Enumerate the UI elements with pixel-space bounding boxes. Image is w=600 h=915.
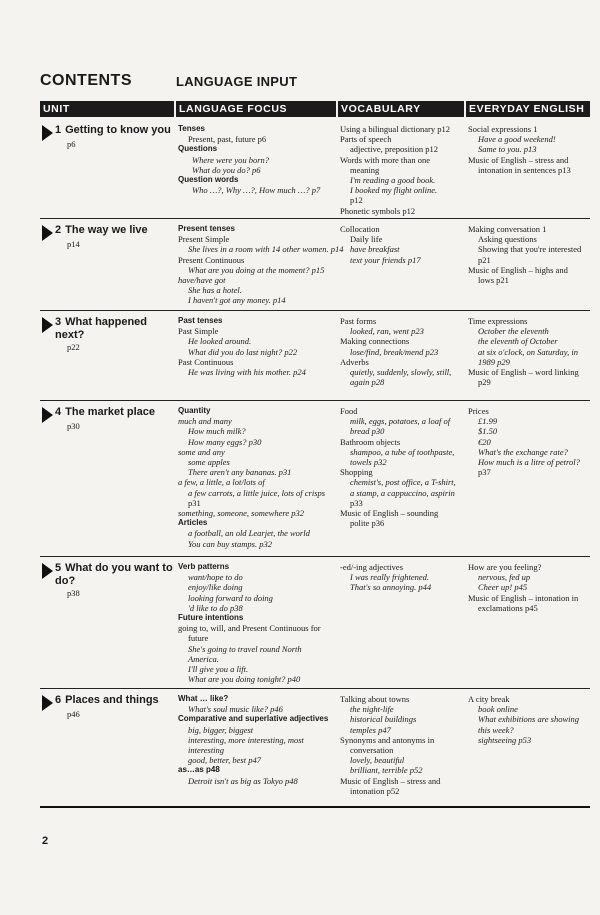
unit-number: 3 <box>55 316 62 328</box>
unit-name: Getting to know you <box>65 124 171 136</box>
content-line: Question words <box>178 175 239 185</box>
content-line: Adverbs <box>340 356 369 367</box>
unit-title <box>55 694 173 707</box>
content-line: lovely, beautiful <box>350 755 405 766</box>
everyday-english-cell <box>468 694 590 745</box>
content-line: What did you do last night? p22 <box>188 346 298 357</box>
content-line: the eleventh of October <box>478 336 558 347</box>
unit-page-ref: p22 <box>67 342 80 352</box>
content-line: What … like? <box>178 694 229 703</box>
row-divider <box>40 688 590 689</box>
content-line: A city break <box>468 694 510 704</box>
content-line: She lives in a room with 14 other women. p14 <box>188 244 344 255</box>
row-divider <box>40 218 590 219</box>
everyday-english-cell <box>468 316 590 387</box>
language-focus-cell <box>178 406 336 549</box>
unit-page-ref: p6 <box>67 139 76 149</box>
unit-name: Places and things <box>65 694 159 706</box>
contents-heading: CONTENTS <box>40 72 132 89</box>
content-line: Have a good weekend! <box>478 134 556 145</box>
content-line: have breakfast <box>350 244 400 255</box>
content-line: What's soul music like? p46 <box>188 704 283 715</box>
vocabulary-cell <box>340 562 464 593</box>
vocabulary-cell <box>340 406 464 528</box>
content-line: some and any <box>178 446 225 457</box>
content-line: p37 <box>478 467 491 478</box>
unit-page-ref: p14 <box>67 239 80 249</box>
content-line: towels p32 <box>350 457 387 468</box>
content-line: nervous, fed up <box>478 572 531 583</box>
content-line: Prices <box>468 406 489 416</box>
content-line: conversation <box>350 745 394 756</box>
content-line: I booked my flight online. <box>350 185 438 196</box>
content-line: Making connections <box>340 336 410 347</box>
content-line: Showing that you're interested <box>478 244 582 255</box>
content-line: Past forms <box>340 316 377 326</box>
content-line: Present Simple <box>178 234 230 245</box>
unit-title <box>55 124 173 137</box>
unit-title <box>55 316 173 342</box>
content-line: interesting, more interesting, most <box>188 734 304 745</box>
content-line: p29 <box>478 377 491 388</box>
content-line: chemist's, post office, a T-shirt, <box>350 477 456 488</box>
content-line: Detroit isn't as big as Tokyo p48 <box>188 775 298 786</box>
content-line: Verb patterns <box>178 562 230 571</box>
content-line: What's the exchange rate? <box>478 446 568 457</box>
content-line: Using a bilingual dictionary p12 <box>340 124 451 134</box>
content-line: Collocation <box>340 224 380 234</box>
content-line: meaning <box>350 164 380 175</box>
content-line: good, better, best p47 <box>188 755 261 766</box>
content-line: £1.99 <box>478 416 498 427</box>
content-line: future <box>188 633 209 644</box>
content-line: Food <box>340 406 358 416</box>
content-line: sightseeing p53 <box>478 734 532 745</box>
row-divider <box>40 310 590 311</box>
unit-title <box>55 562 173 588</box>
content-line: Shopping <box>340 467 373 478</box>
content-line: I'll give you a lift. <box>188 664 249 675</box>
content-line: Past tenses <box>178 316 223 325</box>
content-line: America. <box>188 653 219 664</box>
content-line: Time expressions <box>468 316 528 326</box>
content-line: How many eggs? p30 <box>188 436 262 447</box>
language-focus-cell <box>178 224 344 306</box>
content-line: You can buy stamps. p32 <box>188 538 272 549</box>
content-line: He looked around. <box>188 336 252 347</box>
content-line: Bathroom objects <box>340 436 401 447</box>
content-line: at six o'clock, on Saturday, in <box>478 346 578 357</box>
language-input-heading: LANGUAGE INPUT <box>176 74 298 89</box>
content-line: Music of English – stress and <box>340 775 441 786</box>
content-line: again p28 <box>350 377 385 388</box>
content-line: Same to you. p13 <box>478 144 537 155</box>
content-line: intonation in sentences p13 <box>478 164 571 175</box>
unit-number: 1 <box>55 124 62 136</box>
content-line: as…as p48 <box>178 765 220 775</box>
vocabulary-cell <box>340 694 464 796</box>
content-line: How much milk? <box>188 426 246 437</box>
content-line: shampoo, a tube of toothpaste, <box>350 446 455 457</box>
content-line: Asking questions <box>478 234 537 245</box>
content-line: looking forward to doing <box>188 592 273 603</box>
content-line: historical buildings <box>350 714 417 725</box>
content-line: this week? <box>478 724 514 735</box>
content-line: Music of English – intonation in <box>468 592 579 603</box>
content-line: enjoy/like doing <box>188 582 243 593</box>
content-line: bread p30 <box>350 426 385 437</box>
content-line: p12 <box>350 195 363 206</box>
content-line: Past Simple <box>178 326 219 337</box>
unit-page-ref: p46 <box>67 709 80 719</box>
content-line: the night-life <box>350 704 394 715</box>
content-line: going to, will, and Present Continuous for <box>178 623 321 634</box>
content-line: something, someone, somewhere p32 <box>178 508 304 519</box>
content-line: polite p36 <box>350 518 385 529</box>
unit-title <box>55 406 173 419</box>
unit-number: 5 <box>55 562 62 574</box>
unit-arrow-icon <box>42 225 53 241</box>
content-line: Present tenses <box>178 224 235 233</box>
content-line: Past Continuous <box>178 356 234 367</box>
content-line: Words with more than one <box>340 154 430 165</box>
content-line: a few carrots, a little juice, lots of crisps <box>188 487 326 498</box>
content-line: Music of English – highs and <box>468 264 568 275</box>
content-line: interesting <box>188 745 225 756</box>
unit-number: 6 <box>55 694 62 706</box>
content-line: a few, a little, a lot/lots of <box>178 477 265 488</box>
content-line: some apples <box>188 457 230 468</box>
content-line: want/hope to do <box>188 572 243 583</box>
unit-number: 2 <box>55 224 62 236</box>
everyday-english-cell <box>468 562 590 613</box>
vocabulary-cell <box>340 316 464 387</box>
content-line: There aren't any bananas. p31 <box>188 467 292 478</box>
language-focus-cell <box>178 562 336 684</box>
unit-arrow-icon <box>42 563 53 579</box>
content-line: That's so annoying. p44 <box>350 582 432 593</box>
content-line: Who …?, Why …?, How much …? p7 <box>192 185 321 196</box>
content-line: Present Continuous <box>178 254 245 265</box>
everyday-english-cell <box>468 224 590 285</box>
column-header-language-focus: LANGUAGE FOCUS <box>176 101 336 117</box>
content-line: brilliant, terrible p52 <box>350 765 423 776</box>
content-line: -ed/-ing adjectives <box>340 562 404 572</box>
content-line: Parts of speech <box>340 134 392 145</box>
content-line: Cheer up! p45 <box>478 582 528 593</box>
content-line: Phonetic symbols p12 <box>340 205 416 216</box>
content-line: Music of English – word linking <box>468 367 579 378</box>
vocabulary-cell <box>340 224 464 265</box>
unit-arrow-icon <box>42 695 53 711</box>
content-line: Music of English – stress and <box>468 154 569 165</box>
content-line: p21 <box>478 254 491 265</box>
vocabulary-cell <box>340 124 464 216</box>
content-line: intonation p52 <box>350 785 400 796</box>
row-divider <box>40 556 590 557</box>
unit-arrow-icon <box>42 407 53 423</box>
content-line: Making conversation 1 <box>468 224 547 234</box>
content-line: €20 <box>478 436 491 447</box>
content-line: quietly, suddenly, slowly, still, <box>350 367 452 378</box>
content-line: Questions <box>178 144 218 154</box>
column-header-everyday-english: EVERYDAY ENGLISH <box>466 101 590 117</box>
content-line: much and many <box>178 416 232 427</box>
content-line: book online <box>478 704 518 715</box>
unit-arrow-icon <box>42 125 53 141</box>
content-line: have/have got <box>178 275 226 286</box>
content-line: He was living with his mother. p24 <box>188 367 306 378</box>
everyday-english-cell <box>468 124 590 175</box>
content-line: What are you doing tonight? p40 <box>188 674 301 685</box>
content-line: lose/find, break/mend p23 <box>350 346 439 357</box>
content-line: Social expressions 1 <box>468 124 538 134</box>
content-line: Synonyms and antonyms in <box>340 734 435 745</box>
content-line: October the eleventh <box>478 326 549 337</box>
content-line: She has a hotel. <box>188 285 242 296</box>
content-line: adjective, preposition p12 <box>350 144 439 155</box>
content-line: a stamp, a cappuccino, aspirin <box>350 487 455 498</box>
column-header-unit: UNIT <box>40 101 174 117</box>
everyday-english-cell <box>468 406 590 477</box>
content-line: What are you doing at the moment? p15 <box>188 264 325 275</box>
content-line: exclamations p45 <box>478 602 538 613</box>
unit-name: The way we live <box>65 224 148 236</box>
content-line: Future intentions <box>178 613 244 623</box>
bottom-rule <box>40 806 590 808</box>
language-focus-cell <box>178 124 336 195</box>
unit-title <box>55 224 173 237</box>
content-line: Present, past, future p6 <box>188 134 267 145</box>
unit-name: What happened next? <box>55 316 148 341</box>
unit-name: The market place <box>65 406 155 418</box>
content-line: looked, ran, went p23 <box>350 326 424 337</box>
language-focus-cell <box>178 694 336 786</box>
content-line: temples p47 <box>350 724 391 735</box>
language-focus-cell <box>178 316 336 377</box>
content-line: a football, an old Learjet, the world <box>188 528 310 539</box>
content-line: 'd like to do p38 <box>188 602 243 613</box>
content-line: How are you feeling? <box>468 562 542 572</box>
content-line: big, bigger, biggest <box>188 724 254 735</box>
content-line: milk, eggs, potatoes, a loaf of <box>350 416 451 427</box>
content-line: p31 <box>188 497 201 508</box>
unit-arrow-icon <box>42 317 53 333</box>
page-number: 2 <box>42 835 49 847</box>
unit-number: 4 <box>55 406 62 418</box>
unit-page-ref: p38 <box>67 588 80 598</box>
content-line: Articles <box>178 518 208 528</box>
content-line: I'm reading a good book. <box>350 175 436 186</box>
content-line: 1989 p29 <box>478 356 510 367</box>
column-header-vocabulary: VOCABULARY <box>338 101 464 117</box>
content-line: Tenses <box>178 124 205 133</box>
content-line: Quantity <box>178 406 211 415</box>
content-line: I haven't got any money. p14 <box>188 295 286 306</box>
content-line: Daily life <box>350 234 383 245</box>
content-line: What do you do? p6 <box>192 164 261 175</box>
content-line: Music of English – sounding <box>340 508 439 519</box>
content-line: lows p21 <box>478 275 509 286</box>
content-line: $1.50 <box>478 426 498 437</box>
content-line: Talking about towns <box>340 694 410 704</box>
row-divider <box>40 400 590 401</box>
content-line: p33 <box>350 497 363 508</box>
content-line: text your friends p17 <box>350 254 421 265</box>
unit-name: What do you want to do? <box>55 562 173 587</box>
content-line: What exhibitions are showing <box>478 714 579 725</box>
content-line: Where were you born? <box>192 154 270 165</box>
content-line: I was really frightened. <box>350 572 430 583</box>
unit-page-ref: p30 <box>67 421 80 431</box>
content-line: How much is a litre of petrol? <box>478 457 580 468</box>
content-line: She's going to travel round North <box>188 643 302 654</box>
content-line: Comparative and superlative adjectives <box>178 714 329 724</box>
